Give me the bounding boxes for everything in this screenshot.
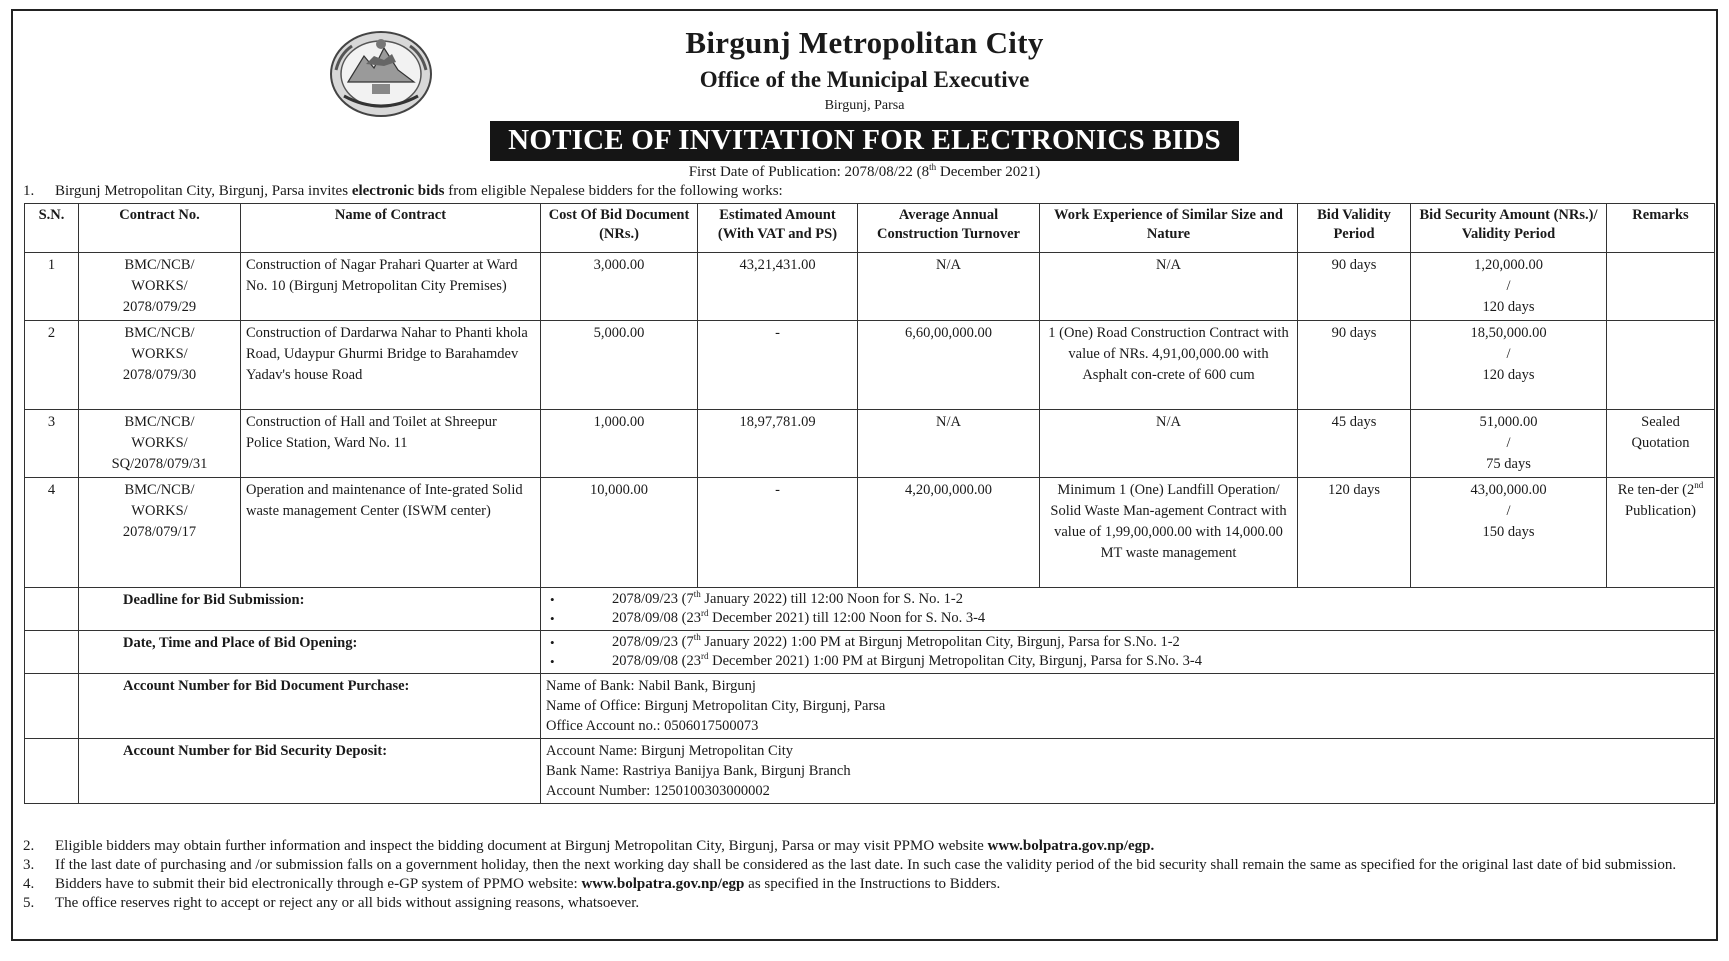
header-validity: Bid Validity Period	[1298, 204, 1411, 253]
security-separator: /	[1506, 503, 1511, 519]
security-period: 120 days	[1482, 299, 1535, 315]
note-text	[55, 894, 1713, 913]
security-period: 120 days	[1482, 367, 1535, 383]
website-link[interactable]: www.bolpatra.gov.np/egp.	[987, 838, 1155, 854]
note-body: The office reserves right to accept or reject any or all bids without assigning reasons, whatsoever.	[55, 895, 640, 911]
security-amount: 43,00,000.00	[1470, 482, 1547, 498]
cell-remarks: Re ten-der (2nd Publication)	[1607, 478, 1715, 588]
purchase-account-label: Account Number for Bid Document Purchase:	[79, 674, 541, 739]
note-body: Eligible bidders may obtain further information and inspect the bidding document at Birgunj Metropolitan City, Birgunj, Parsa or may visit PPMO website	[55, 838, 988, 854]
cell-experience: N/A	[1040, 410, 1298, 478]
list-item: • 2078/09/23 (7th January 2022) till 12:00 Noon for S. No. 1-2	[546, 590, 1709, 609]
info-spacer	[25, 674, 79, 739]
cell-name: Construction of Dardarwa Nahar to Phanti khola Road, Udaypur Ghurmi Bridge to Barahamdev Yadav's house Road	[241, 321, 541, 410]
note-tail: as specified in the Instructions to Bidders.	[744, 876, 1001, 892]
contract-no-text: BMC/NCB/ WORKS/ SQ/2078/079/31	[111, 414, 208, 472]
organization-name: Birgunj Metropolitan City	[685, 25, 1044, 60]
cell-security	[1411, 253, 1607, 321]
header-turnover: Average Annual Construction Turnover	[858, 204, 1040, 253]
notice-title: NOTICE OF INVITATION FOR ELECTRONICS BIDS	[490, 121, 1239, 161]
office-name-line: Name of Office: Birgunj Metropolitan City, Birgunj, Parsa	[546, 698, 886, 714]
notes-list	[23, 837, 1713, 913]
website-link[interactable]: www.bolpatra.gov.np/egp	[581, 876, 745, 892]
deadline-row	[25, 588, 1715, 631]
intro-text: Birgunj Metropolitan City, Birgunj, Parsa invites	[55, 183, 352, 199]
cell-contract-no	[79, 410, 241, 478]
deadline-values	[541, 588, 1715, 631]
table-row	[25, 478, 1715, 588]
note-number: 3.	[23, 857, 35, 873]
list-item: • 2078/09/23 (7th January 2022) 1:00 PM at Birgunj Metropolitan City, Birgunj, Parsa for S.No. 1-2	[546, 633, 1709, 652]
cell-contract-no	[79, 478, 241, 588]
header-security: Bid Security Amount (NRs.)/ Validity Period	[1411, 204, 1607, 253]
security-amount: 51,000.00	[1479, 414, 1538, 430]
cell-estimate: 18,97,781.09	[698, 410, 858, 478]
bank-name: Name of Bank: Nabil Bank, Birgunj	[546, 678, 756, 694]
cell-estimate: -	[698, 321, 858, 410]
cell-turnover: N/A	[858, 253, 1040, 321]
publication-date-text: First Date of Publication: 2078/08/22 (8th December 2021)	[688, 162, 1041, 180]
table-header-row	[25, 204, 1715, 253]
list-item: • 2078/09/08 (23rd December 2021) till 12:00 Noon for S. No. 3-4	[546, 609, 1709, 628]
info-spacer	[25, 631, 79, 674]
account-number: Account Number: 1250100303000002	[546, 783, 770, 799]
bank-name: Bank Name: Rastriya Banijya Bank, Birgunj Branch	[546, 763, 851, 779]
security-amount: 1,20,000.00	[1474, 257, 1543, 273]
cell-experience: 1 (One) Road Construction Contract with value of NRs. 4,91,00,000.00 with Asphalt con-crete of 600 cum	[1040, 321, 1298, 410]
cell-turnover: 4,20,00,000.00	[858, 478, 1040, 588]
cell-cost: 10,000.00	[541, 478, 698, 588]
cell-remarks	[1607, 321, 1715, 410]
cell-validity: 120 days	[1298, 478, 1411, 588]
security-separator: /	[1506, 278, 1511, 294]
cell-name: Operation and maintenance of Inte-grated Solid waste management Center (ISWM center)	[241, 478, 541, 588]
info-spacer	[25, 739, 79, 804]
office-name: Office of the Municipal Executive	[699, 67, 1030, 92]
security-period: 75 days	[1486, 456, 1531, 472]
purchase-account-row	[25, 674, 1715, 739]
contract-no-text: BMC/NCB/ WORKS/ 2078/079/17	[122, 482, 197, 540]
header-experience: Work Experience of Similar Size and Nature	[1040, 204, 1298, 253]
cell-turnover: N/A	[858, 410, 1040, 478]
table-row	[25, 321, 1715, 410]
cell-experience: Minimum 1 (One) Landfill Operation/ Solid Waste Man-agement Contract with value of 1,99,00,000.00 with 14,000.00 MT waste management	[1040, 478, 1298, 588]
intro-text-end: from eligible Nepalese bidders for the following works:	[444, 183, 783, 199]
note-item	[23, 856, 1713, 875]
note-number: 4.	[23, 876, 35, 892]
info-spacer	[25, 588, 79, 631]
contract-no-text: BMC/NCB/ WORKS/ 2078/079/30	[122, 325, 197, 383]
cell-validity: 45 days	[1298, 410, 1411, 478]
note-item	[23, 894, 1713, 913]
intro-bold: electronic bids	[351, 183, 445, 199]
security-separator: /	[1506, 435, 1511, 451]
list-item: • 2078/09/08 (23rd December 2021) 1:00 PM at Birgunj Metropolitan City, Birgunj, Parsa for S.No. 3-4	[546, 652, 1709, 671]
publication-date	[13, 164, 1716, 181]
cell-remarks	[1607, 253, 1715, 321]
cell-security	[1411, 321, 1607, 410]
note-item	[23, 837, 1713, 856]
cell-security	[1411, 478, 1607, 588]
security-account-row	[25, 739, 1715, 804]
intro-paragraph	[23, 183, 783, 200]
account-number: Office Account no.: 0506017500073	[546, 718, 759, 734]
header-sn: S.N.	[25, 204, 79, 253]
intro-number: 1.	[23, 183, 35, 199]
opening-label: Date, Time and Place of Bid Opening:	[79, 631, 541, 674]
cell-sn: 1	[25, 253, 79, 321]
cell-name: Construction of Hall and Toilet at Shreepur Police Station, Ward No. 11	[241, 410, 541, 478]
contract-no-text: BMC/NCB/ WORKS/ 2078/079/29	[122, 257, 197, 315]
security-period: 150 days	[1482, 524, 1535, 540]
cell-name: Construction of Nagar Prahari Quarter at Ward No. 10 (Birgunj Metropolitan City Premises)	[241, 253, 541, 321]
cell-cost: 1,000.00	[541, 410, 698, 478]
note-body: Bidders have to submit their bid electronically through e-GP system of PPMO website:	[55, 876, 582, 892]
note-body: If the last date of purchasing and /or submission falls on a government holiday, then the next working day shall be considered as the last date. In such case the validity period of the bid security shall remain the same as specified for the original last date of bid submission.	[55, 857, 1677, 873]
opening-values	[541, 631, 1715, 674]
note-text	[55, 856, 1713, 875]
cell-cost: 3,000.00	[541, 253, 698, 321]
opening-row	[25, 631, 1715, 674]
security-amount: 18,50,000.00	[1470, 325, 1547, 341]
note-text	[55, 875, 1713, 894]
cell-cost: 5,000.00	[541, 321, 698, 410]
table-row	[25, 410, 1715, 478]
deadline-label: Deadline for Bid Submission:	[79, 588, 541, 631]
cell-remarks: Sealed Quotation	[1607, 410, 1715, 478]
header-remarks: Remarks	[1607, 204, 1715, 253]
note-item	[23, 875, 1713, 894]
header-estimate: Estimated Amount (With VAT and PS)	[698, 204, 858, 253]
header-contract-no: Contract No.	[79, 204, 241, 253]
security-account-label: Account Number for Bid Security Deposit:	[79, 739, 541, 804]
cell-estimate: 43,21,431.00	[698, 253, 858, 321]
cell-validity: 90 days	[1298, 253, 1411, 321]
security-account-values	[541, 739, 1715, 804]
cell-estimate: -	[698, 478, 858, 588]
cell-contract-no	[79, 253, 241, 321]
cell-contract-no	[79, 321, 241, 410]
cell-experience: N/A	[1040, 253, 1298, 321]
opening-list	[546, 633, 1709, 671]
header-cost: Cost Of Bid Document (NRs.)	[541, 204, 698, 253]
note-number: 5.	[23, 895, 35, 911]
notice-page	[11, 9, 1718, 941]
cell-validity: 90 days	[1298, 321, 1411, 410]
notice-banner	[13, 121, 1716, 161]
deadline-list	[546, 590, 1709, 628]
security-separator: /	[1506, 346, 1511, 362]
table-row	[25, 253, 1715, 321]
cell-security	[1411, 410, 1607, 478]
header-name: Name of Contract	[241, 204, 541, 253]
purchase-account-values	[541, 674, 1715, 739]
location: Birgunj, Parsa	[824, 98, 905, 113]
note-number: 2.	[23, 838, 35, 854]
cell-sn: 2	[25, 321, 79, 410]
account-name: Account Name: Birgunj Metropolitan City	[546, 743, 794, 759]
cell-turnover: 6,60,00,000.00	[858, 321, 1040, 410]
cell-sn: 4	[25, 478, 79, 588]
cell-sn: 3	[25, 410, 79, 478]
bids-table	[24, 203, 1715, 804]
note-text	[55, 837, 1713, 856]
